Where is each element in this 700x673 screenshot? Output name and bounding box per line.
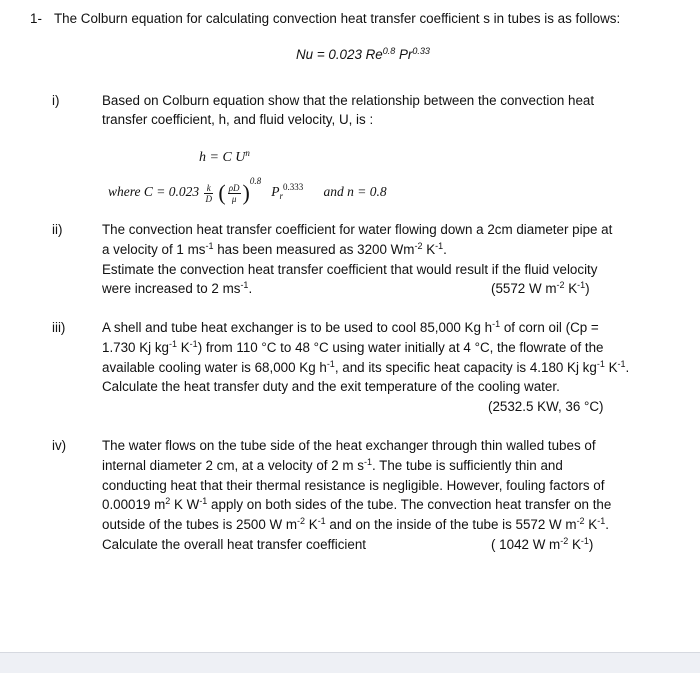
part-iii-line4: Calculate the heat transfer duty and the exit temperature of the cooling water. <box>102 379 560 394</box>
part-ii-answer <box>491 281 590 296</box>
ii-l4a: were increased to 2 ms <box>102 281 241 296</box>
part-i-line2: transfer coefficient, h, and fluid velocity, U, is : <box>102 112 374 127</box>
formula-h <box>199 150 250 166</box>
part-iv-line5 <box>102 517 609 532</box>
part-ii-line2 <box>102 242 447 257</box>
re-exponent: 0.8 <box>382 46 396 56</box>
part-ii-line1: The convection heat transfer coefficient for water flowing down a 2cm diameter pipe at <box>102 222 613 237</box>
frac-rho-den: μ <box>231 193 237 204</box>
where-c-text: where C = 0.023 <box>108 184 200 200</box>
iii-l1a: A shell and tube heat exchanger is to be used to cool 85,000 Kg h <box>102 320 493 335</box>
and-n-text: and n = 0.8 <box>323 184 387 200</box>
iii-l1b: of corn oil (Cp = <box>500 320 599 335</box>
iv-l5a: outside of the tubes is 2500 W m <box>102 517 298 532</box>
part-iv-line1: The water flows on the tube side of the heat exchanger through thin walled tubes of <box>102 438 596 453</box>
frac-k-den: D <box>205 193 212 204</box>
pr-subscript: r <box>279 191 283 202</box>
ii-ans-sup1: -2 <box>556 280 565 290</box>
iv-ans-sup2: -1 <box>580 536 589 546</box>
iv-l5e: . <box>605 517 609 532</box>
iv-l5d-sup: -1 <box>597 516 606 526</box>
iv-l2b: . The tube is sufficiently thin and <box>371 458 563 473</box>
ii-l2d: . <box>443 242 447 257</box>
iii-l3c-sup: -1 <box>617 359 626 369</box>
ii-l2a-sup: -1 <box>205 241 214 251</box>
part-iv-line3: conducting heat that their thermal resistance is negligible. However, fouling factors of <box>102 478 605 493</box>
iv-l4a-sup: 2 <box>165 496 171 506</box>
iii-l2b: K <box>177 340 190 355</box>
left-paren: ( <box>218 180 226 205</box>
equation-lhs: Nu = 0.023 Re <box>296 47 383 62</box>
question-number: 1- <box>30 11 42 26</box>
iv-l2a: internal diameter 2 cm, at a velocity of 2 m s <box>102 458 364 473</box>
ii-ans-b: K <box>564 281 578 296</box>
colburn-equation <box>296 47 430 62</box>
part-iv-line6: Calculate the overall heat transfer coefficient <box>102 537 366 552</box>
iii-l2b-sup: -1 <box>189 339 198 349</box>
right-paren: ) <box>242 180 250 205</box>
iii-l3b-sup: -1 <box>596 359 605 369</box>
outer-exponent: 0.8 <box>249 176 262 187</box>
iii-l2c: ) from 110 °C to 48 °C using water initially at 4 °C, the flowrate of the <box>197 340 604 355</box>
ii-l4b: . <box>248 281 253 296</box>
part-iv-answer <box>491 537 593 552</box>
part-i-label: i) <box>52 93 60 108</box>
iv-l5b-sup: -1 <box>317 516 326 526</box>
ii-l2b-sup: -2 <box>414 241 423 251</box>
ii-ans-a: (5572 W m <box>491 281 557 296</box>
iv-l4c: apply on both sides of the tube. The convection heat transfer on the <box>207 497 612 512</box>
iv-ans-c: ) <box>588 537 594 552</box>
pr-exponent-i: 0.333 <box>282 182 304 193</box>
part-iv-label: iv) <box>52 438 67 453</box>
part-iv-line2 <box>102 458 563 473</box>
k-over-d-fraction <box>204 183 213 204</box>
part-iii-line3 <box>102 360 629 375</box>
part-ii-line4 <box>102 281 252 296</box>
formula-h-text: h = C U <box>199 150 246 165</box>
iv-l5c: and on the inside of the tube is 5572 W m <box>325 517 577 532</box>
ii-l2a: a velocity of 1 ms <box>102 242 206 257</box>
page-bottom-band <box>0 652 700 673</box>
iii-l1a-sup: -1 <box>492 319 501 329</box>
part-i-line1: Based on Colburn equation show that the relationship between the convection heat <box>102 93 595 108</box>
part-iv-line4 <box>102 497 611 512</box>
iv-l4b: K W <box>170 497 200 512</box>
ii-l4a-sup: -1 <box>240 280 249 290</box>
iii-l3a-sup: -1 <box>326 359 335 369</box>
part-ii-line3: Estimate the convection heat transfer coefficient that would result if the fluid velocity <box>102 262 598 277</box>
rho-d-over-mu-fraction <box>228 183 241 204</box>
frac-rho-num: ρD <box>228 182 240 193</box>
frac-k-num: k <box>204 183 213 194</box>
iv-l5c-sup: -2 <box>576 516 585 526</box>
iii-l3d: . <box>625 360 630 375</box>
iii-l3b: , and its specific heat capacity is 4.180 Kj kg <box>334 360 597 375</box>
formula-c <box>108 176 387 206</box>
ii-ans-sup2: -1 <box>577 280 586 290</box>
ii-l2c-sup: -1 <box>435 241 444 251</box>
pr-exponent: 0.33 <box>412 46 430 56</box>
iii-l3a: available cooling water is 68,000 Kg h <box>102 360 327 375</box>
equation-pr: Pr <box>398 47 413 62</box>
iv-l4a: 0.00019 m <box>102 497 166 512</box>
iv-l5b: K <box>305 517 318 532</box>
part-ii-label: ii) <box>52 222 63 237</box>
iv-l5d: K <box>584 517 598 532</box>
ii-l2c: K <box>422 242 436 257</box>
part-iii-line2 <box>102 340 604 355</box>
formula-h-exponent: n <box>245 148 250 158</box>
part-iii-answer: (2532.5 KW, 36 °C) <box>488 399 604 414</box>
iv-l2a-sup: -1 <box>363 457 372 467</box>
ii-l2b: has been measured as 3200 Wm <box>213 242 415 257</box>
ii-ans-c: ) <box>585 281 590 296</box>
part-iii-label: iii) <box>52 320 66 335</box>
iii-l3c: K <box>604 360 618 375</box>
iv-l4b-sup: -1 <box>199 496 208 506</box>
iv-ans-sup1: -2 <box>560 536 569 546</box>
iii-l2a-sup: -1 <box>169 339 178 349</box>
iv-ans-b: K <box>568 537 581 552</box>
iv-l5a-sup: -2 <box>297 516 306 526</box>
iv-ans-a: ( 1042 W m <box>491 537 561 552</box>
part-iii-line1 <box>102 320 599 335</box>
pr-symbol: P <box>271 184 280 200</box>
iii-l2a: 1.730 Kj kg <box>102 340 169 355</box>
question-intro: The Colburn equation for calculating convection heat transfer coefficient s in tubes is as follows: <box>54 11 621 26</box>
